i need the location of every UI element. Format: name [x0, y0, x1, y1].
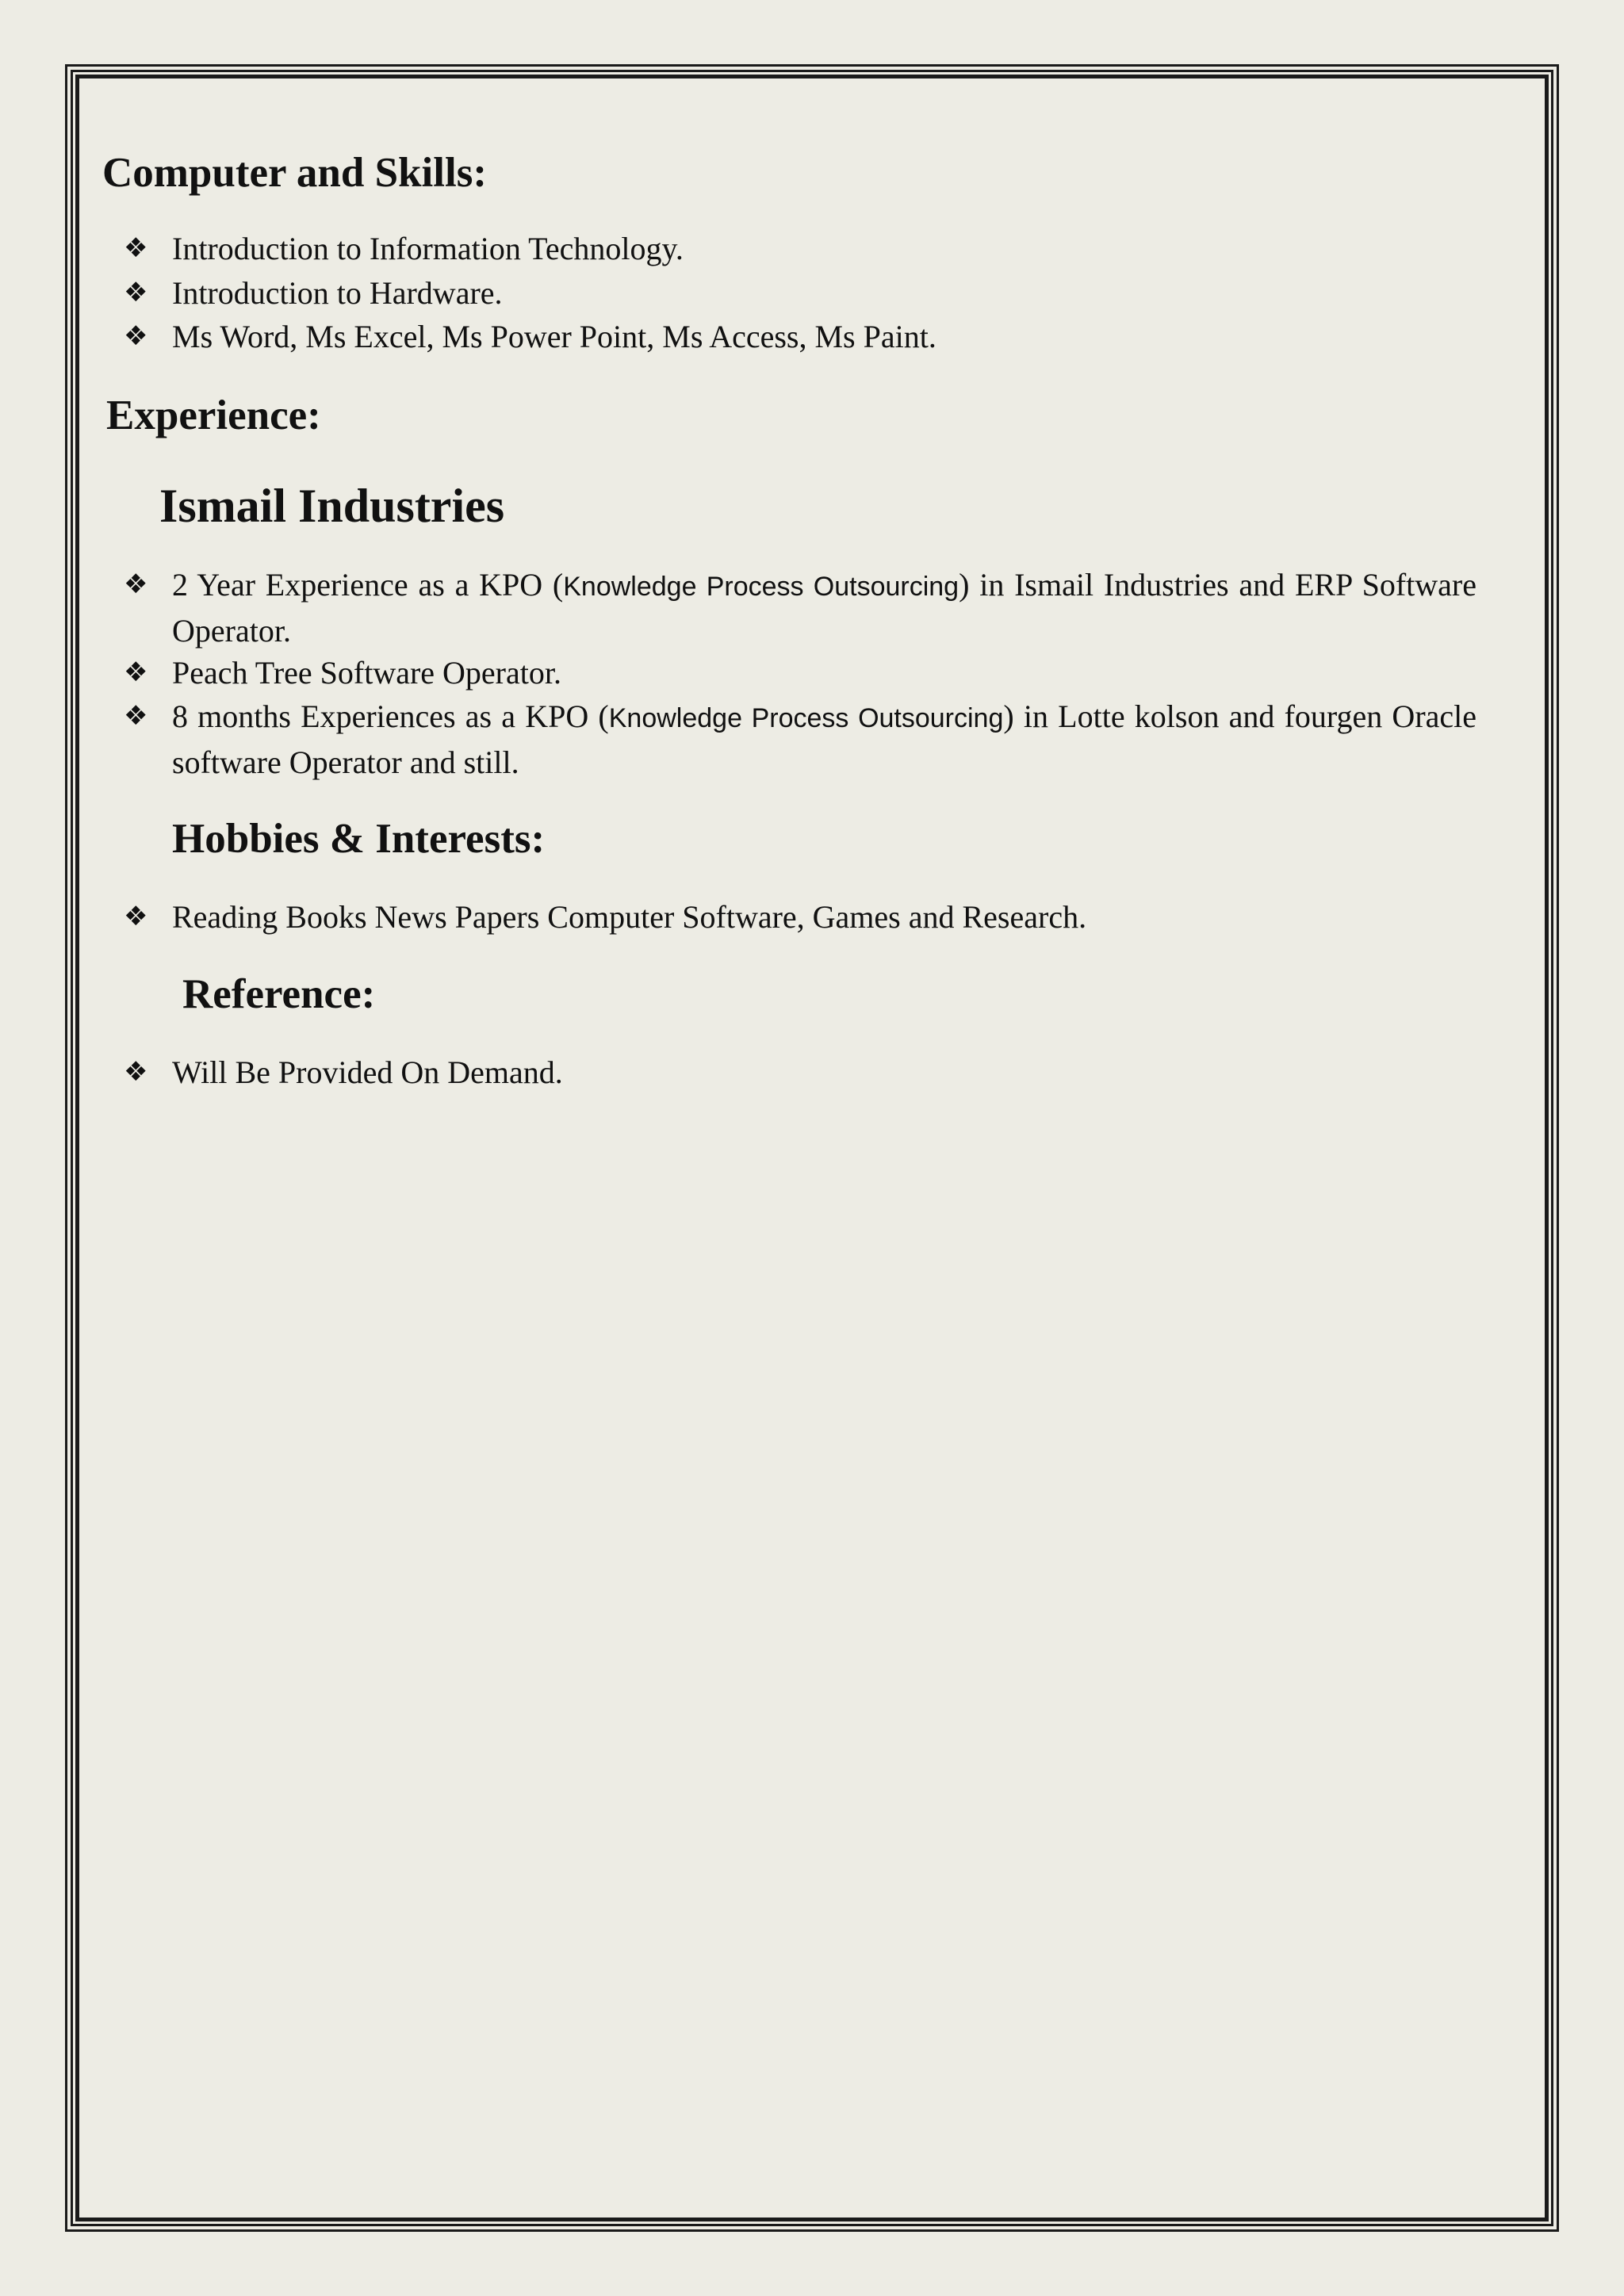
hobby-item: Reading Books News Papers Computer Software, Games and Research.: [172, 899, 1087, 935]
computer-skills-heading: Computer and Skills:: [102, 150, 487, 196]
experience-item: [172, 563, 1477, 652]
experience-item: [172, 695, 1477, 784]
bullet-icon: ❖: [124, 277, 148, 308]
experience-text: ) in Lotte kolson and fourgen Oracle software Operator and still.: [172, 698, 1477, 780]
bullet-icon: ❖: [124, 700, 148, 732]
bullet-icon: ❖: [124, 1056, 148, 1088]
experience-text: ) in Ismail Industries and ERP Software Operator.: [172, 567, 1477, 649]
skill-item: Introduction to Hardware.: [172, 275, 503, 311]
reference-heading: Reference:: [182, 971, 376, 1017]
skill-item: Introduction to Information Technology.: [172, 231, 684, 266]
hobbies-heading: Hobbies & Interests:: [172, 816, 546, 862]
experience-parenthetical: Knowledge Process Outsourcing: [563, 572, 959, 602]
experience-parenthetical: Knowledge Process Outsourcing: [608, 703, 1004, 733]
bullet-icon: ❖: [124, 656, 148, 688]
experience-heading: Experience:: [106, 392, 321, 438]
reference-item: Will Be Provided On Demand.: [172, 1054, 563, 1090]
bullet-icon: ❖: [124, 320, 148, 352]
experience-text: 2 Year Experience as a KPO (: [172, 567, 564, 603]
skill-item: Ms Word, Ms Excel, Ms Power Point, Ms Access, Ms Paint.: [172, 319, 936, 354]
bullet-icon: ❖: [124, 901, 148, 932]
experience-item: Peach Tree Software Operator.: [172, 655, 561, 691]
experience-text: 8 months Experiences as a KPO (: [172, 698, 609, 734]
bullet-icon: ❖: [124, 568, 148, 600]
bullet-icon: ❖: [124, 232, 148, 264]
company-name: Ismail Industries: [159, 480, 505, 532]
